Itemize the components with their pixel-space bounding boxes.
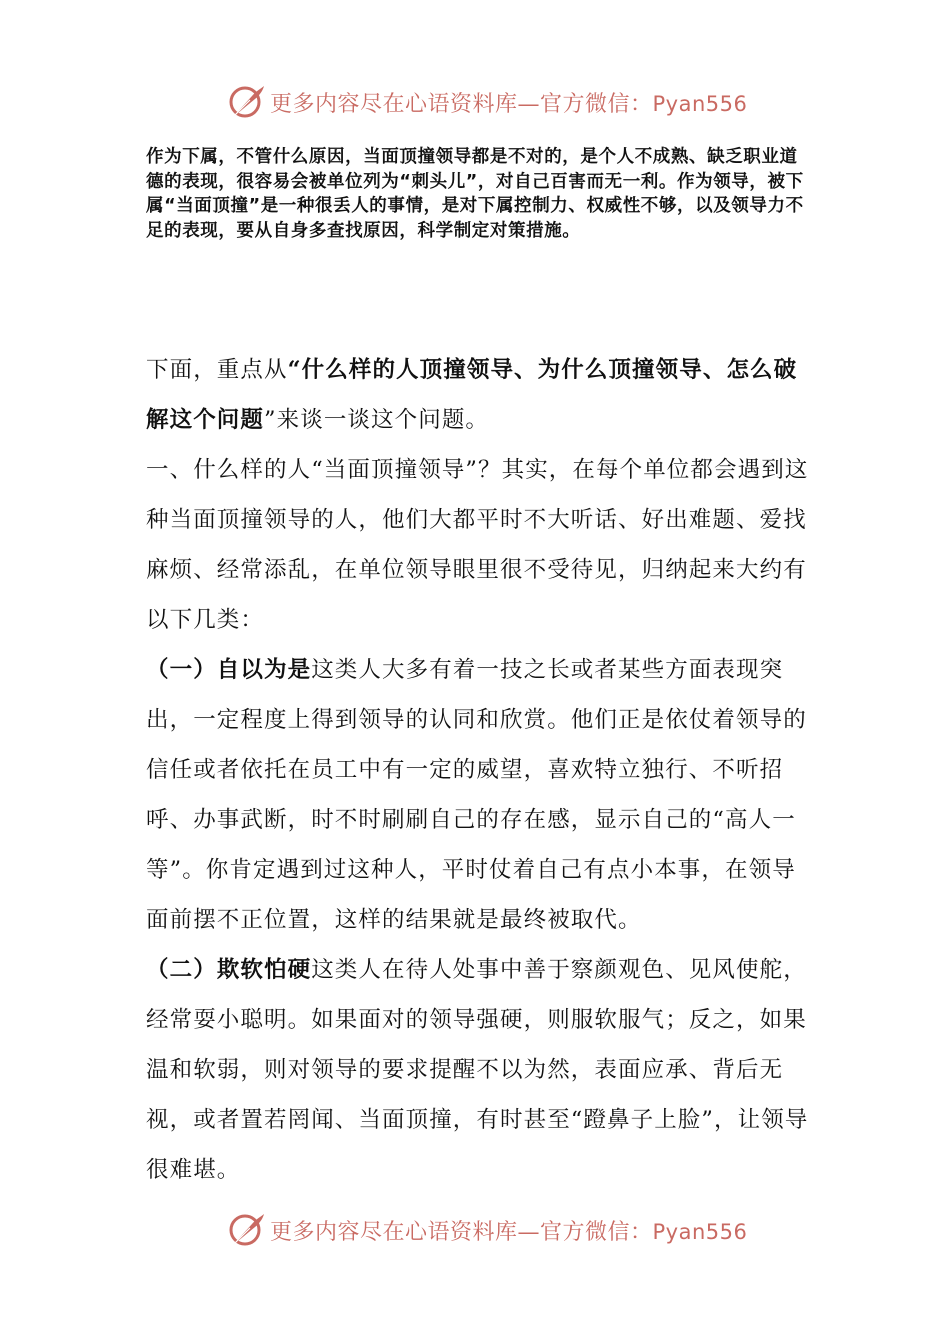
header-watermark [226, 80, 747, 124]
section-text-2: 这类人在待人处事中善于察颜观色、见风使舵，经常耍小聪明。如果面对的领导强硬，则服软服气；反之，如果温和软弱，则对领导的要求提醒不以为然，表面应承、背后无视，或者置若罔闻、当面顶撞，有时甚至“蹬鼻子上脸”，让领导很难堪。 [146, 957, 809, 1183]
section-heading-2: （二）欺软怕硬 [146, 957, 312, 983]
header-watermark-text: 更多内容尽在心语资料库—官方微信：Pyan556 [270, 91, 748, 117]
footer-watermark-text: 更多内容尽在心语资料库—官方微信：Pyan556 [270, 1219, 748, 1245]
paragraph-1-end: ”来谈一谈这个问题。 [264, 407, 490, 433]
quill-pen-logo-icon [226, 82, 266, 122]
main-body [146, 345, 816, 1195]
quill-pen-logo-icon [226, 1210, 266, 1250]
section-text-1: 这类人大多有着一技之长或者某些方面表现突出，一定程度上得到领导的认同和欣赏。他们正是依仗着领导的信任或者依托在员工中有一定的威望，喜欢特立独行、不听招呼、办事武断，时不时刷刷自己的存在感，显示自己的“高人一等”。你肯定遇到过这种人，平时仗着自己有点小本事，在领导面前摆不正位置，这样的结果就是最终被取代。 [146, 657, 807, 933]
intro-text: 作为下属，不管什么原因，当面顶撞领导都是不对的，是个人不成熟、缺乏职业道德的表现，很容易会被单位列为“刺头儿”，对自己百害而无一利。作为领导，被下属“当面顶撞”是一种很丢人的事情，是对下属控制力、权威性不够，以及领导力不足的表现，要从自身多查找原因，科学制定对策措施。 [146, 147, 804, 241]
paragraph-1 [146, 345, 816, 445]
footer-wechat-id: Pyan556 [652, 1219, 748, 1244]
header-wechat-id: Pyan556 [652, 91, 748, 116]
paragraph-2: 一、什么样的人“当面顶撞领导”？其实，在每个单位都会遇到这种当面顶撞领导的人，他们大都平时不大听话、好出难题、爱找麻烦、经常添乱，在单位领导眼里很不受待见，归纳起来大约有以下几类： [146, 457, 809, 633]
paragraph-1-start: 下面，重点从 [146, 357, 288, 383]
paragraph-1-bold: “什么样的人顶撞领导、为什么顶撞领导、怎么破解这个问题 [146, 357, 798, 433]
paragraph-3 [146, 645, 816, 945]
footer-watermark [226, 1208, 747, 1252]
paragraph-4 [146, 945, 816, 1195]
section-heading-1: （一）自以为是 [146, 657, 312, 683]
intro-paragraph [146, 145, 811, 243]
